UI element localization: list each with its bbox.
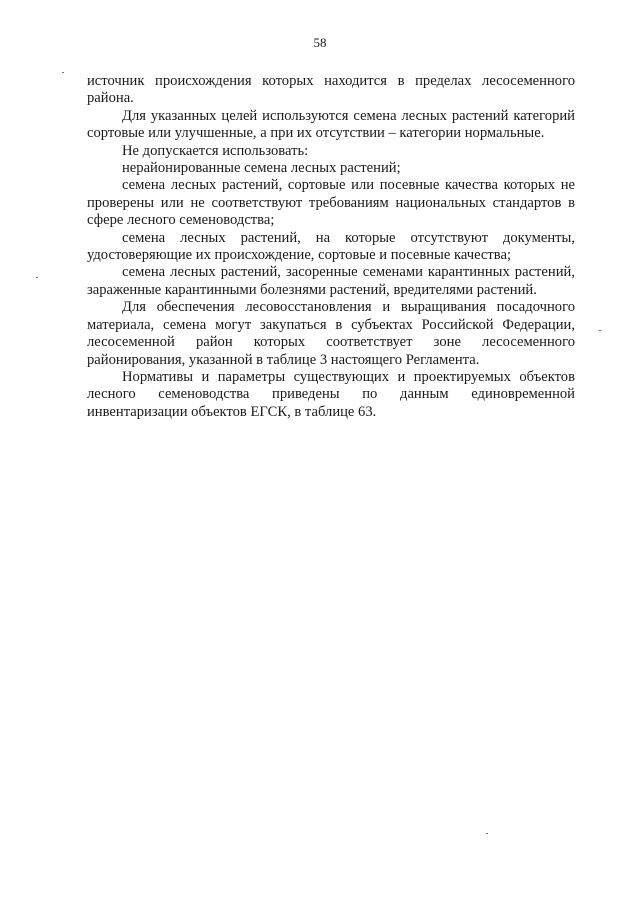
scan-speck xyxy=(599,330,601,331)
paragraph-continuation: источник происхождения которых находится в пределах лесосеменного района. xyxy=(87,73,575,107)
paragraph-seed-categories: Для указанных целей используются семена лесных растений категорий сортовые или улучшенные, а при их отсутствии – категории нормальные. xyxy=(87,107,575,142)
scan-speck xyxy=(36,277,38,278)
paragraph-prohibited-intro: Не допускается использовать: xyxy=(122,142,309,159)
list-item-unverified-seeds: семена лесных растений, сортовые или посевные качества которых не проверены или не соответствуют требованиям национальных стандартов в сфере лесного семеноводства; xyxy=(87,177,575,229)
scan-speck xyxy=(486,833,488,834)
page-number: 58 xyxy=(313,35,327,50)
list-item-undocumented-seeds: семена лесных растений, на которые отсутствуют документы, удостоверяющие их происхождение, сортовые и посевные качества; xyxy=(87,229,575,264)
list-item-contaminated-seeds: семена лесных растений, засоренные семенами карантинных растений, зараженные карантинными болезнями растений, вредителями растений. xyxy=(87,264,575,298)
scan-speck xyxy=(62,72,64,73)
paragraph-standards-reference: Нормативы и параметры существующих и проектируемых объектов лесного семеноводства приведены по данным единовременной инвентаризации объектов ЕГСК, в таблице 63. xyxy=(87,368,575,420)
document-body xyxy=(87,73,575,421)
paragraph-seed-purchase: Для обеспечения лесовосстановления и выращивания посадочного материала, семена могут закупаться в субъектах Российской Федерации, лесосеменной район которых соответствует зоне лесосеменного районирования, указанной в таблице 3 настоящего Регламента. xyxy=(87,299,575,368)
list-item-non-zoned-seeds: нерайонированные семена лесных растений; xyxy=(122,160,401,177)
